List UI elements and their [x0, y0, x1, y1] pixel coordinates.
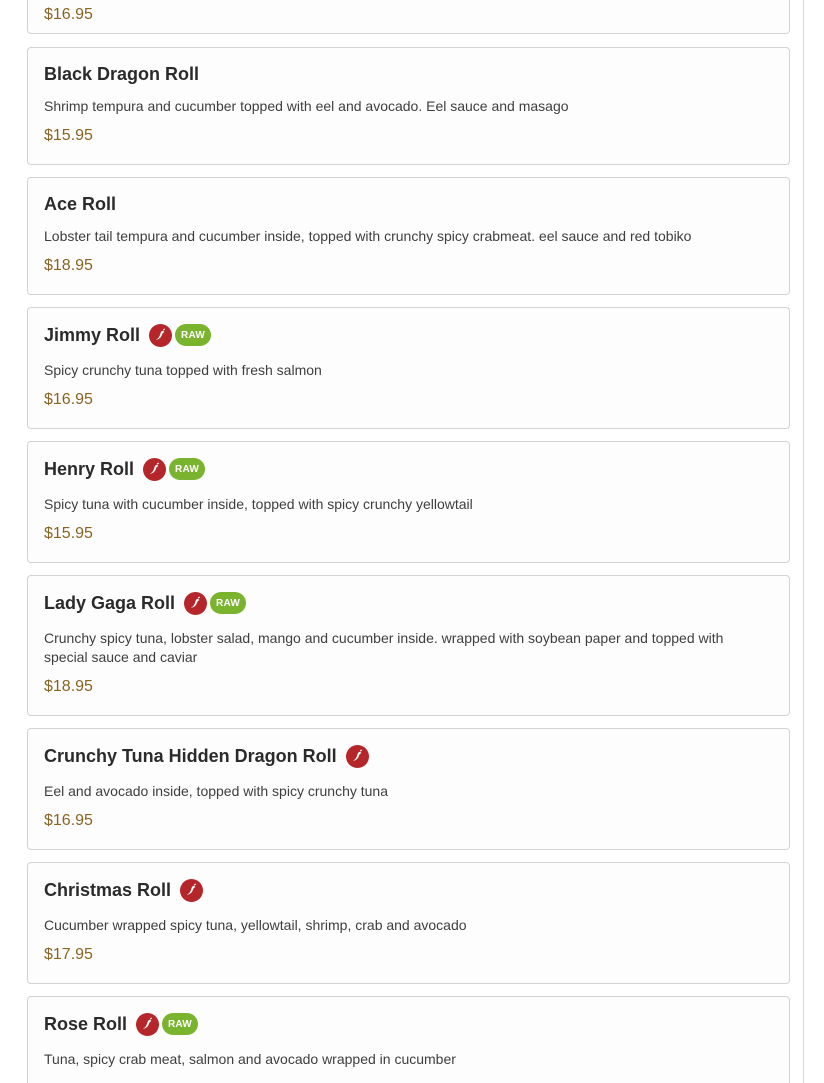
item-price: $17.95	[44, 946, 93, 963]
item-price: $16.95	[44, 6, 93, 23]
item-name: Henry Roll	[44, 458, 135, 479]
item-description: Cucumber wrapped spicy tuna, yellowtail, shrimp, crab and avocado	[44, 917, 467, 933]
item-price: $18.95	[44, 678, 93, 695]
item-name: Crunchy Tuna Hidden Dragon Roll	[44, 745, 337, 766]
item-price: $16.95	[44, 812, 93, 829]
spicy-pepper-icon	[346, 745, 369, 768]
item-price: $15.95	[44, 127, 93, 144]
menu-item-card[interactable]	[27, 996, 790, 1083]
menu-item-card[interactable]	[27, 307, 790, 429]
menu-item-card[interactable]	[27, 177, 790, 295]
item-name: Black Dragon Roll	[44, 63, 200, 84]
item-price: $18.95	[44, 257, 93, 274]
item-name: Jimmy Roll	[44, 324, 141, 345]
item-name: Rose Roll	[44, 1013, 128, 1034]
menu-item-card[interactable]	[27, 728, 790, 850]
item-price: $16.95	[44, 391, 93, 408]
spicy-pepper-icon	[149, 324, 172, 347]
item-description: Spicy tuna with cucumber inside, topped with spicy crunchy yellowtail	[44, 496, 473, 512]
item-description: Spicy crunchy tuna topped with fresh salmon	[44, 362, 322, 378]
item-price: $15.95	[44, 525, 93, 542]
menu-item-card[interactable]	[27, 862, 790, 984]
raw-badge: RAW	[210, 592, 246, 614]
spicy-pepper-icon	[143, 458, 166, 481]
item-description: Lobster tail tempura and cucumber inside, topped with crunchy spicy crabmeat. eel sauce and red tobiko	[44, 228, 692, 244]
spicy-pepper-icon	[136, 1013, 159, 1036]
menu-item-card[interactable]	[27, 441, 790, 563]
raw-badge: RAW	[169, 458, 205, 480]
raw-badge: RAW	[175, 324, 211, 346]
menu-item-card[interactable]	[27, 47, 790, 165]
item-name: Ace Roll	[44, 193, 117, 214]
spicy-pepper-icon	[180, 879, 203, 902]
item-name: Christmas Roll	[44, 879, 172, 900]
menu-item-card[interactable]	[27, 575, 790, 716]
item-description: Shrimp tempura and cucumber topped with eel and avocado. Eel sauce and masago	[44, 98, 569, 114]
menu-item-card[interactable]	[27, 0, 790, 34]
item-description: Eel and avocado inside, topped with spicy crunchy tuna	[44, 783, 388, 799]
item-description: Tuna, spicy crab meat, salmon and avocado wrapped in cucumber	[44, 1051, 456, 1067]
raw-badge: RAW	[162, 1013, 198, 1035]
item-name: Lady Gaga Roll	[44, 592, 176, 613]
spicy-pepper-icon	[184, 592, 207, 615]
item-description: Crunchy spicy tuna, lobster salad, mango and cucumber inside. wrapped with soybean paper and topped with special sauce and caviar	[44, 630, 724, 665]
scroll-edge-divider	[803, 0, 804, 1083]
